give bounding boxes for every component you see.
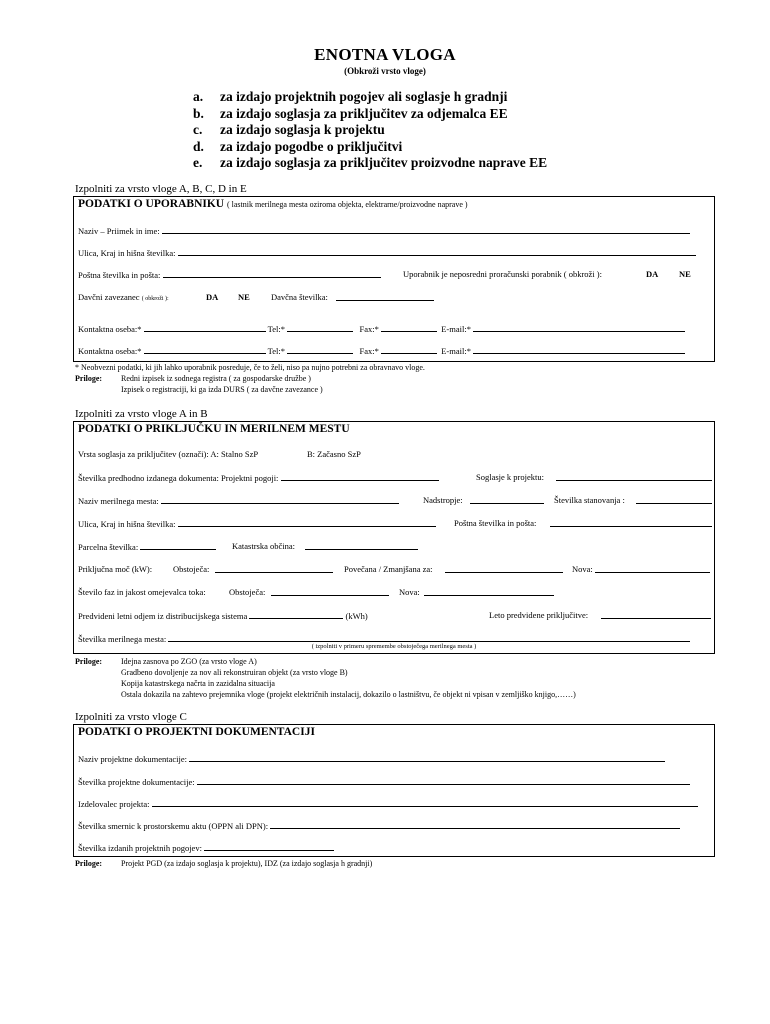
section3-notes: Priloge: Projekt PGD (za izdajo soglasja k projektu), IDZ (za izdajo soglasja h gradnji) [75,859,373,868]
footnote: * Neobvezni podatki, ki jih lahko uporabnik posreduje, če to želi, niso pa nujno potrebni za obravnavo vloge. [75,363,425,372]
doc-number-row: Številka projektne dokumentacije: [78,776,710,787]
consent-field[interactable] [556,472,712,481]
contact-row-2: Kontaktna oseba:* Tel:* Fax:* E-mail:* [78,345,710,356]
power-change-field[interactable] [445,564,563,573]
street-field[interactable] [178,247,696,256]
type-b[interactable]: B: Začasno SzP [307,449,361,459]
section2-notes: Priloge: Idejna zasnova po ZGO (za vrsto vloge A) Gradbeno dovoljenje za nov ali rekonstruiran objekt (za vrsto vloge B) Kopija katastrskega načrta in zazidalna situacija Ostala dokazila na zahtevo prejemnika vloge (projekt električnih instalacij, dokazilo o lastništvu, če objekt ni vpisan v zemljiško knjigo,……) [75,657,576,699]
tel-field-1[interactable] [287,323,353,332]
option-e[interactable]: e. za izdajo soglasja za priključitev proizvodne naprave EE [193,155,548,170]
user-data-title: PODATKI O UPORABNIKU ( lastnik merilnega mesta oziroma objekta, elektrarne/proizvodne naprave ) [78,198,468,210]
mm-postal-field[interactable] [550,518,712,527]
section2-instruction: Izpolniti za vrsto vloge A in B [75,408,208,420]
power-new-field[interactable] [595,564,710,573]
mm-name-field[interactable] [161,495,399,504]
phases-new-field[interactable] [424,587,554,596]
option-a[interactable]: a. za izdajo projektnih pogojev ali soglasje h gradnji [193,89,508,104]
doc-number-field[interactable] [197,776,690,785]
name-row: Naziv – Priimek in ime: [78,225,710,236]
user-data-box [73,196,715,362]
author-row: Izdelovalec projekta: [78,798,710,809]
year-field[interactable] [601,610,711,619]
parcel-row: Parcelna številka: Katastrska občina: [78,541,710,552]
cadastral-field[interactable] [305,541,418,550]
contact-field-2[interactable] [144,345,266,354]
mm-street-field[interactable] [178,518,436,527]
meter-field[interactable] [168,633,690,642]
connection-data-box [73,421,715,654]
type-row: Vrsta soglasja za priključitev (označi): A: Stalno SzP B: Začasno SzP [78,449,361,459]
section3-instruction: Izpolniti za vrsto vloge C [75,711,187,723]
tax-number-field[interactable] [336,292,434,301]
annual-row: Predvideni letni odjem iz distribucijskega sistema (kWh) Leto predvidene priključitve: [78,610,710,621]
vat-row: Davčni zavezanec ( obkroži ): DA NE Davčna številka: [78,292,710,302]
name-field[interactable] [162,225,690,234]
contact-row-1: Kontaktna oseba:* Tel:* Fax:* E-mail:* [78,323,710,334]
postal-row: Poštna številka in pošta: Uporabnik je neposredni proračunski porabnik ( obkroži ): DA NE [78,269,691,280]
apartment-field[interactable] [636,495,712,504]
doc-name-field[interactable] [189,753,665,762]
meter-note: ( izpolniti v primeru spremembe obstoječega merilnega mesta ) [311,643,477,650]
section1-notes: * Neobvezni podatki, ki jih lahko uporabnik posreduje, če to želi, niso pa nujno potrebni za obravnavo vloge. Priloge: Redni izpisek iz sodnega registra ( za gospodarske družbe ) Izpisek o registraciji, ki ga izda DURS ( za davčne zavezance ) [75,363,425,394]
project-doc-box [73,724,715,857]
connection-data-title: PODATKI O PRIKLJUČKU IN MERILNEM MESTU [78,423,350,435]
form-title: ENOTNA VLOGA [314,45,456,64]
budget-no[interactable]: NE [679,269,691,279]
floor-field[interactable] [470,495,544,504]
annual-field[interactable] [249,610,343,619]
option-b[interactable]: b. za izdajo soglasja za priključitev za odjemalca EE [193,105,508,121]
postal-field[interactable] [163,269,381,278]
doc-name-row: Naziv projektne dokumentacije: [78,753,710,764]
street-row: Ulica, Kraj in hišna številka: [78,247,710,258]
power-existing-field[interactable] [215,564,333,573]
power-row: Priključna moč (kW): Obstoječa: Povečana / Zmanjšana za: Nova: [78,564,710,574]
contact-field-1[interactable] [144,323,266,332]
plan-field[interactable] [270,820,680,829]
email-field-1[interactable] [473,323,685,332]
plan-row: Številka smernic k prostorskemu aktu (OPPN ali DPN): [78,820,710,831]
author-field[interactable] [152,798,698,807]
mm-name-row: Naziv merilnega mesta: Nadstropje: Številka stanovanja : [78,495,710,506]
fax-field-1[interactable] [381,323,437,332]
budget-yes[interactable]: DA [646,269,659,279]
meter-row: Številka merilnega mesta: [78,633,710,644]
vat-no[interactable]: NE [238,292,250,302]
project-doc-title: PODATKI O PROJEKTNI DOKUMENTACIJI [78,726,315,738]
prev-doc-field[interactable] [281,472,439,481]
phases-row: Število faz in jakost omejevalca toka: Obstoječa: Nova: [78,587,710,597]
form-subtitle: (Obkroži vrsto vloge) [344,66,426,76]
tel-field-2[interactable] [287,345,353,354]
application-type-list [193,89,547,172]
type-a[interactable]: A: Stalno SzP [210,449,259,459]
option-d[interactable]: d. za izdajo pogodbe o priključitvi [193,138,403,154]
email-field-2[interactable] [473,345,685,354]
phases-existing-field[interactable] [271,587,389,596]
prev-doc-row: Številka predhodno izdanega dokumenta: Projektni pogoji: Soglasje k projektu: [78,472,710,483]
conditions-field[interactable] [204,842,334,851]
section1-instruction: Izpolniti za vrsto vloge A, B, C, D in E [75,183,247,195]
parcel-field[interactable] [140,541,216,550]
mm-street-row: Ulica, Kraj in hišna številka: Poštna številka in pošta: [78,518,710,529]
vat-yes[interactable]: DA [206,292,219,302]
option-c[interactable]: c. za izdajo soglasja k projektu [193,122,385,137]
fax-field-2[interactable] [381,345,437,354]
conditions-row: Številka izdanih projektnih pogojev: [78,842,710,853]
